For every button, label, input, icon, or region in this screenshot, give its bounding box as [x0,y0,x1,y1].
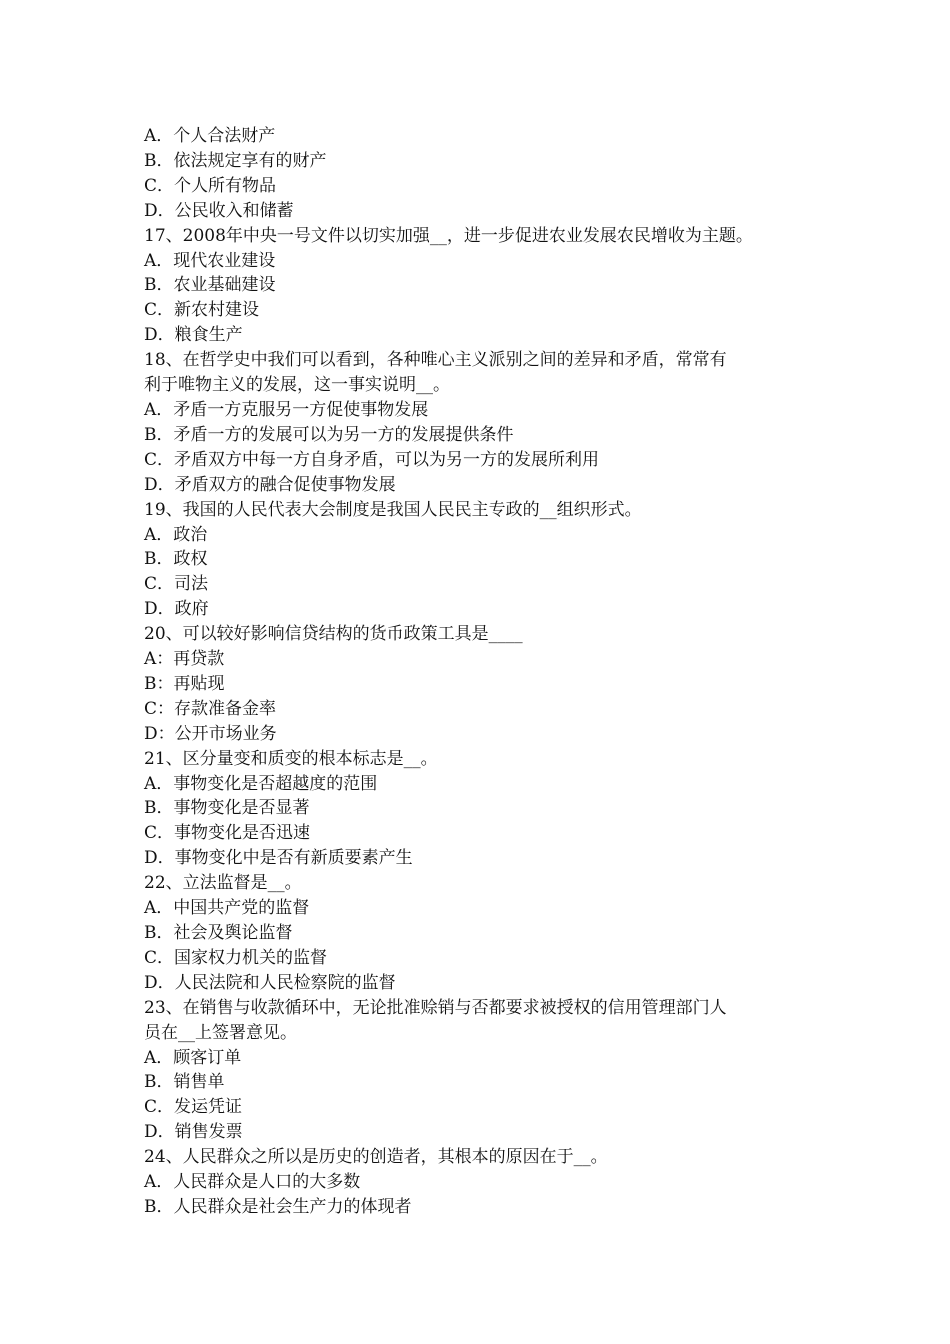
question-18-line-2: 利于唯物主义的发展，这一事实说明__。 [144,375,450,396]
option-c-q23: C．发运凭证 [144,1097,243,1118]
option-c-q19: C．司法 [144,574,209,595]
option-a-q23: A．顾客订单 [144,1047,242,1068]
option-d-q21: D．事物变化中是否有新质要素产生 [144,848,413,869]
option-c-q20: C：存款准备金率 [144,698,277,719]
option-b-q22: B．社会及舆论监督 [144,923,293,943]
option-b-q23: B．销售单 [144,1072,225,1093]
option-d-q18: D．矛盾双方的融合促使事物发展 [144,474,396,495]
option-a-q24: A．人民群众是人口的大多数 [144,1172,361,1193]
option-d-q17: D．粮食生产 [144,325,243,346]
option-c-q22: C．国家权力机关的监督 [144,947,328,968]
option-b-q18: B．矛盾一方的发展可以为另一方的发展提供条件 [144,424,514,445]
option-c-q17: C．新农村建设 [144,300,260,321]
option-b-q16: B．依法规定享有的财产 [144,150,327,171]
option-a-q18: A．矛盾一方克服另一方促使事物发展 [144,399,429,420]
question-22: 22、立法监督是__。 [144,873,302,894]
option-d-q22: D．人民法院和人民检察院的监督 [144,972,396,993]
option-a-q20: A：再贷款 [144,649,225,670]
option-b-q17: B．农业基础建设 [144,275,276,296]
option-a-q22: A．中国共产党的监督 [144,898,310,919]
option-c-q21: C．事物变化是否迅速 [144,823,311,844]
option-d-q16: D．公民收入和储蓄 [144,200,294,221]
option-a-q17: A．现代农业建设 [144,250,276,271]
option-a-q19: A．政治 [144,524,208,545]
question-21: 21、区分量变和质变的根本标志是__。 [144,748,438,769]
document-page [144,124,814,1220]
option-b-q21: B．事物变化是否显著 [144,798,310,819]
question-17: 17、2008年中央一号文件以切实加强__，进一步促进农业发展农民增收为主题。 [144,225,753,246]
option-a-q21: A．事物变化是否超越度的范围 [144,773,378,794]
question-24: 24、人民群众之所以是历史的创造者，其根本的原因在于__。 [144,1147,608,1168]
option-d-q23: D．销售发票 [144,1122,243,1143]
question-23-line-1: 23、在销售与收款循环中，无论批准赊销与否都要求被授权的信用管理部门人 [144,997,727,1018]
question-19: 19、我国的人民代表大会制度是我国人民民主专政的__组织形式。 [144,499,642,520]
option-d-q19: D．政府 [144,599,209,620]
question-20: 20、可以较好影响信贷结构的货币政策工具是____ [144,624,523,645]
option-b-q19: B．政权 [144,549,208,570]
question-23-line-2: 员在__上签署意见。 [144,1022,297,1043]
option-c-q16: C．个人所有物品 [144,175,277,196]
option-d-q20: D：公开市场业务 [144,723,277,744]
option-a-q16: A．个人合法财产 [144,126,276,146]
option-c-q18: C．矛盾双方中每一方自身矛盾，可以为另一方的发展所利用 [144,449,600,470]
option-b-q24: B．人民群众是社会生产力的体现者 [144,1196,412,1217]
option-b-q20: B：再贴现 [144,673,225,694]
question-18-line-1: 18、在哲学史中我们可以看到，各种唯心主义派别之间的差异和矛盾，常常有 [144,350,727,371]
